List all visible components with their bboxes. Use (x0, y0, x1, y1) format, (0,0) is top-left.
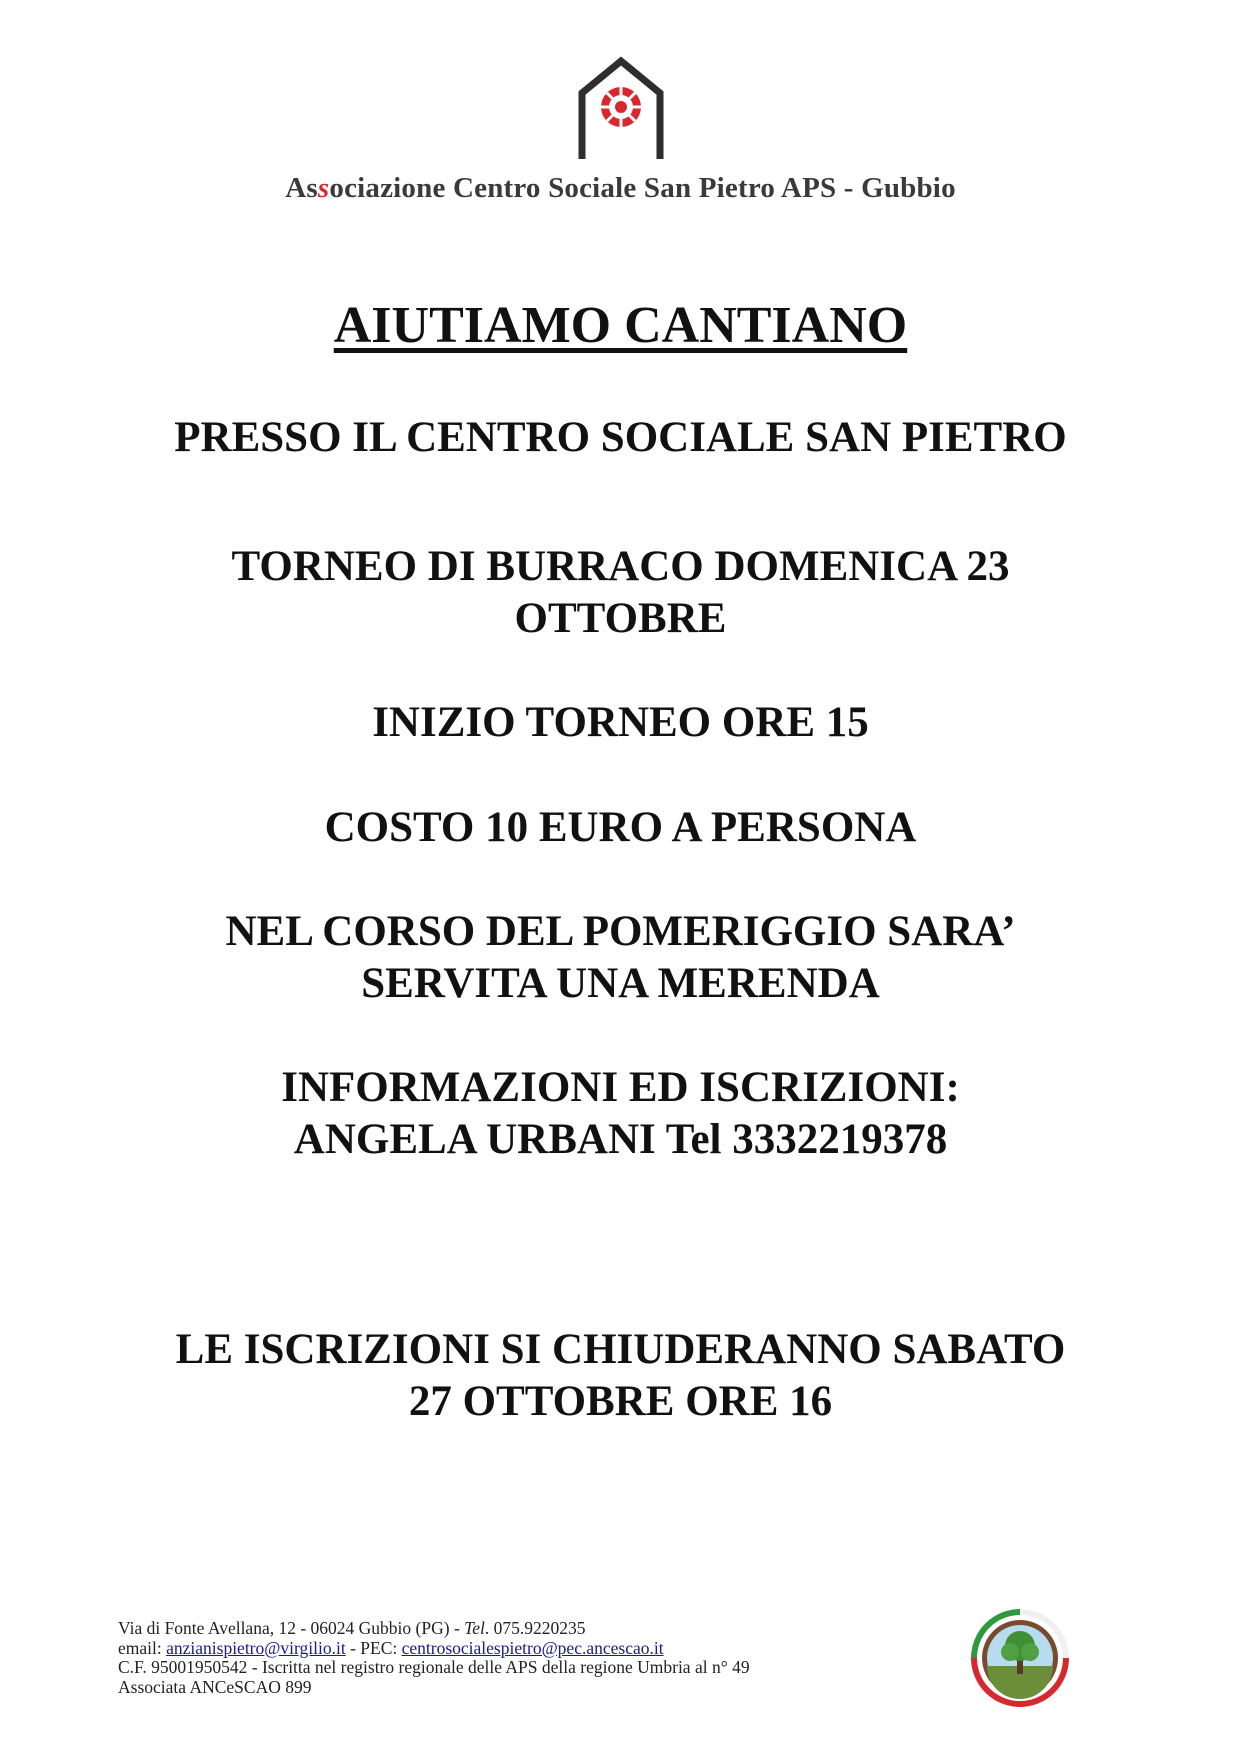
association-name-red-letter: s (317, 172, 330, 204)
footer-address-line: Via di Fonte Avellana, 12 - 06024 Gubbio (PG) - Tel. 075.9220235 (118, 1618, 586, 1638)
info-line-1: INFORMAZIONI ED ISCRIZIONI: (281, 1064, 960, 1111)
email-link[interactable]: anzianispietro@virgilio.it (166, 1637, 346, 1658)
footer-cf-line: C.F. 95001950542 - Iscritta nel registro regionale delle APS della regione Umbria al n° 49 (118, 1657, 750, 1677)
ancescao-badge (968, 1606, 1072, 1715)
cost-line: COSTO 10 EURO A PERSONA (324, 804, 917, 851)
house-rosette-logo-icon (576, 55, 666, 165)
closing-line-1: LE ISCRIZIONI SI CHIUDERANNO SABATO (175, 1326, 1066, 1373)
pec-link[interactable]: centrosocialespietro@pec.ancescao.it (401, 1637, 664, 1658)
snack-line-2: SERVITA UNA MERENDA (361, 960, 880, 1007)
start-time-line: INIZIO TORNEO ORE 15 (372, 699, 869, 746)
poster-title: AIUTIAMO CANTIANO (333, 297, 908, 354)
association-name: Associazione Centro Sociale San Pietro APS - Gubbio (285, 172, 956, 204)
ancescao-tree-badge-icon (968, 1606, 1072, 1710)
footer-association-line: Associata ANCeSCAO 899 (118, 1676, 312, 1697)
snack-line-1: NEL CORSO DEL POMERIGGIO SARA’ (225, 908, 1016, 955)
location-line: PRESSO IL CENTRO SOCIALE SAN PIETRO (174, 414, 1067, 461)
footer (118, 1619, 750, 1697)
event-line-1: TORNEO DI BURRACO DOMENICA 23 (231, 543, 1010, 590)
association-logo (0, 55, 1241, 165)
closing-line-2: 27 OTTOBRE ORE 16 (408, 1378, 833, 1425)
info-line-2: ANGELA URBANI Tel 3332219378 (293, 1116, 948, 1163)
footer-email-line: email: anzianispietro@virgilio.it - PEC: centrosocialespietro@pec.ancescao.it (118, 1637, 664, 1658)
event-line-2: OTTOBRE (514, 595, 727, 642)
